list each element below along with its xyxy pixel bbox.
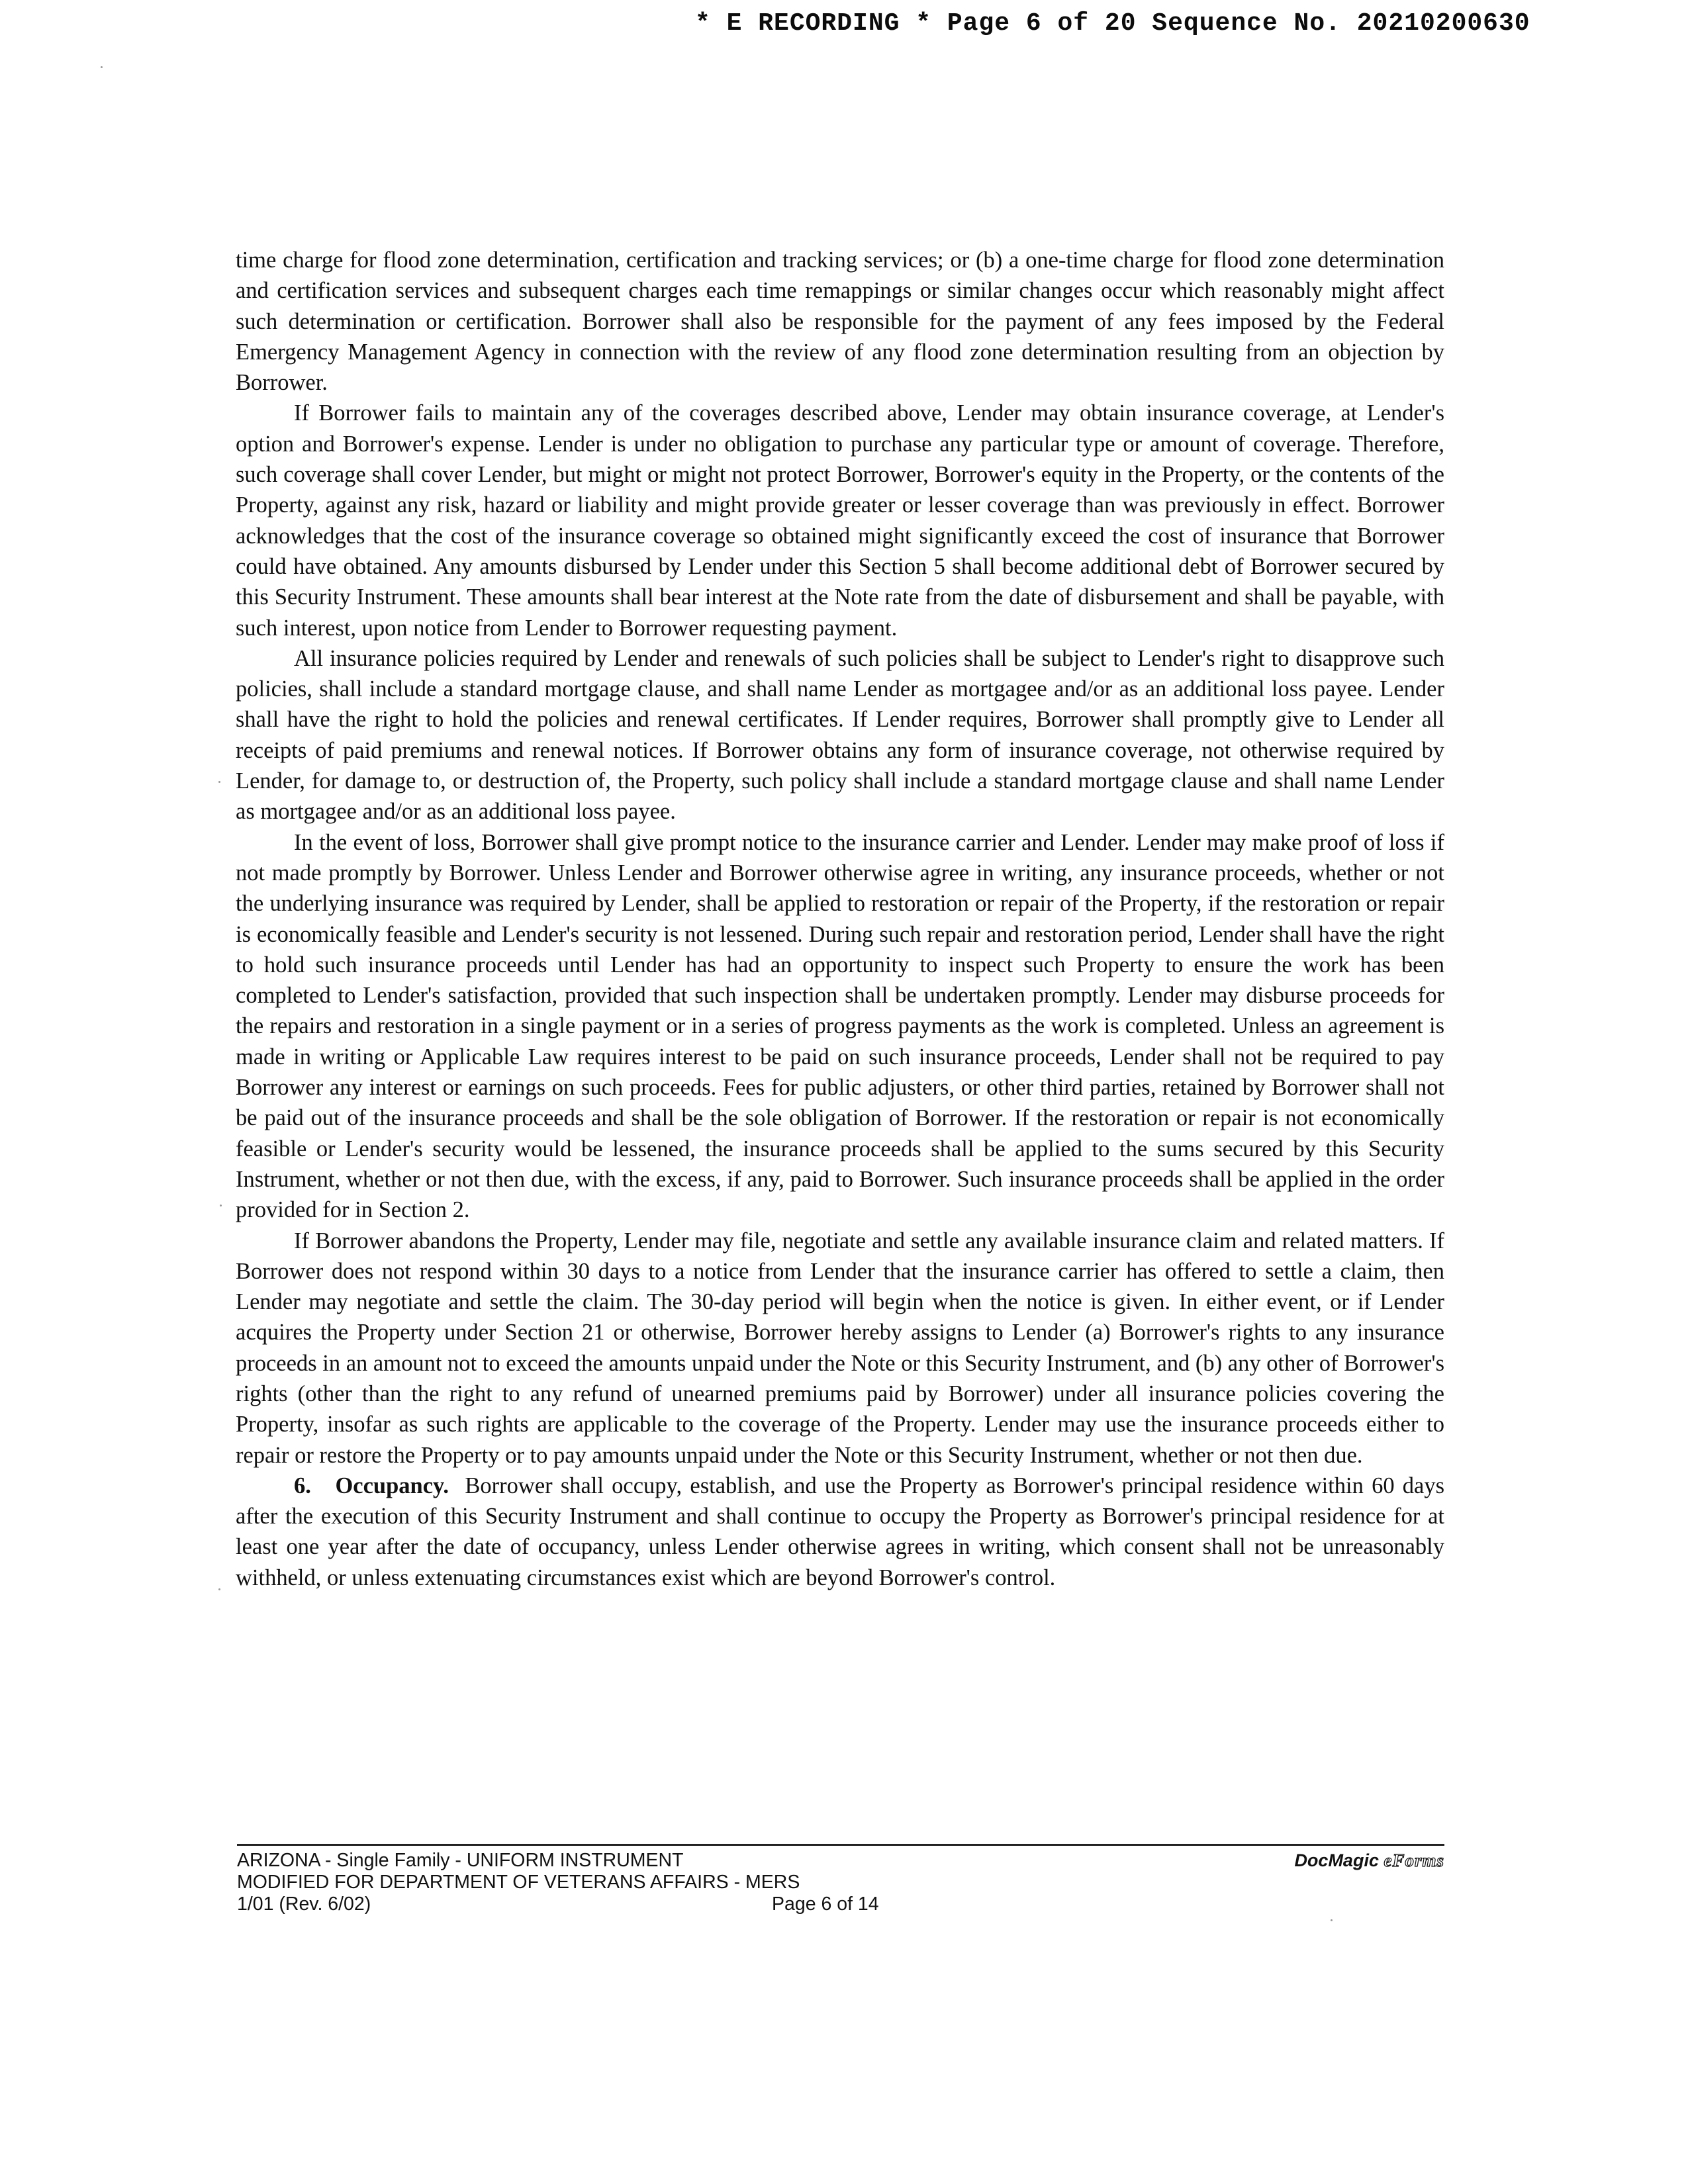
footer-line-state-form: ARIZONA - Single Family - UNIFORM INSTRUMENT (237, 1850, 684, 1871)
scan-speck (218, 1588, 220, 1590)
section-text: Borrower shall occupy, establish, and use the Property as Borrower's principal residence within 60 days after the execution of this Security Instrument and shall continue to occupy the Property as Borrower's principal residence for at least one year after the date of occupancy, unless Lender otherwise agrees in writing, which consent shall not be unreasonably withheld, or unless extenuating circumstances exist which are beyond Borrower's control. (236, 1473, 1444, 1590)
scan-speck (218, 781, 220, 783)
paragraph-flood-zone-fees: time charge for flood zone determination, certification and tracking services; or (b) a one-time charge for flood zone determination and certification services and subsequent charges each time remappings or similar changes occur which reasonably might affect such determination or certification. Borrower shall also be responsible for the payment of any fees imposed by the Federal Emergency Management Agency in connection with the review of any flood zone determination resulting from an objection by Borrower. (236, 248, 1444, 396)
brand-name: DocMagic (1294, 1850, 1379, 1870)
scan-speck (220, 1205, 222, 1206)
paragraph-insurance-policies: All insurance policies required by Lender and renewals of such policies shall be subject to Lender's right to disapprove such policies, shall include a standard mortgage clause, and shall name Lender as mortgagee and/or as an additional loss payee. Lender shall have the right to hold the policies and renewal certificates. If Lender requires, Borrower shall promptly give to Lender all receipts of paid premiums and renewal notices. If Borrower obtains any form of insurance coverage, not otherwise required by Lender, for damage to, or destruction of, the Property, such policy shall include a standard mortgage clause and shall name Lender as mortgagee and/or as an additional loss payee. (236, 645, 1444, 825)
footer-line-modification: MODIFIED FOR DEPARTMENT OF VETERANS AFFAIRS - MERS (237, 1872, 800, 1893)
section-occupancy (236, 1471, 1444, 1593)
eforms-logo-mark: eForms (1383, 1850, 1444, 1870)
section-number: 6. (294, 1473, 311, 1498)
document-body (236, 245, 1444, 1593)
footer-page-number: Page 6 of 14 (772, 1893, 879, 1915)
scan-speck (101, 66, 103, 68)
recording-header: * E RECORDING * Page 6 of 20 Sequence No. 20210200630 (695, 9, 1530, 38)
form-footer (237, 1844, 1444, 1932)
paragraph-lender-obtained-coverage: If Borrower fails to maintain any of the coverages described above, Lender may obtain insurance coverage, at Lender's option and Borrower's expense. Lender is under no obligation to purchase any particular type or amount of coverage. Therefore, such coverage shall cover Lender, but might or might not protect Borrower, Borrower's equity in the Property, or the contents of the Property, against any risk, hazard or liability and might provide greater or lesser coverage than was previously in effect. Borrower acknowledges that the cost of the insurance coverage so obtained might significantly exceed the cost of insurance that Borrower could have obtained. Any amounts disbursed by Lender under this Section 5 shall become additional debt of Borrower secured by this Security Instrument. These amounts shall bear interest at the Note rate from the date of disbursement and shall be payable, with such interest, upon notice from Lender to Borrower requesting payment. (236, 400, 1444, 641)
paragraph-event-of-loss: In the event of loss, Borrower shall give prompt notice to the insurance carrier and Lender. Lender may make proof of loss if not made promptly by Borrower. Unless Lender and Borrower otherwise agree in writing, any insurance proceeds, whether or not the underlying insurance was required by Lender, shall be applied to restoration or repair of the Property, if the restoration or repair is economically feasible and Lender's security is not lessened. During such repair and restoration period, Lender shall have the right to hold such insurance proceeds until Lender has had an opportunity to inspect such Property to ensure the work has been completed to Lender's satisfaction, provided that such inspection shall be undertaken promptly. Lender may disburse proceeds for the repairs and restoration in a single payment or in a series of progress payments as the work is completed. Unless an agreement is made in writing or Applicable Law requires interest to be paid on such insurance proceeds, Lender shall not be required to pay Borrower any interest or earnings on such proceeds. Fees for public adjusters, or other third parties, retained by Borrower shall not be paid out of the insurance proceeds and shall be the sole obligation of Borrower. If the restoration or repair is not economically feasible or Lender's security would be lessened, the insurance proceeds shall be applied to the sums secured by this Security Instrument, whether or not then due, with the excess, if any, paid to Borrower. Such insurance proceeds shall be applied in the order provided for in Section 2. (236, 829, 1444, 1223)
paragraph-abandonment: If Borrower abandons the Property, Lender may file, negotiate and settle any available insurance claim and related matters. If Borrower does not respond within 30 days to a notice from Lender that the insurance carrier has offered to settle a claim, then Lender may negotiate and settle the claim. The 30-day period will begin when the notice is given. In either event, or if Lender acquires the Property under Section 21 or otherwise, Borrower hereby assigns to Lender (a) Borrower's rights to any insurance proceeds in an amount not to exceed the amounts unpaid under the Note or this Security Instrument, and (b) any other of Borrower's rights (other than the right to any refund of unearned premiums paid by Borrower) under all insurance policies covering the Property, insofar as such rights are applicable to the coverage of the Property. Lender may use the insurance proceeds either to repair or restore the Property or to pay amounts unpaid under the Note or this Security Instrument, whether or not then due. (236, 1228, 1444, 1468)
section-title: Occupancy. (335, 1473, 449, 1498)
scan-speck (1331, 1919, 1333, 1921)
footer-line-revision: 1/01 (Rev. 6/02) (237, 1893, 371, 1915)
form-identification (237, 1850, 1098, 1915)
docmagic-logo (1294, 1850, 1444, 1872)
